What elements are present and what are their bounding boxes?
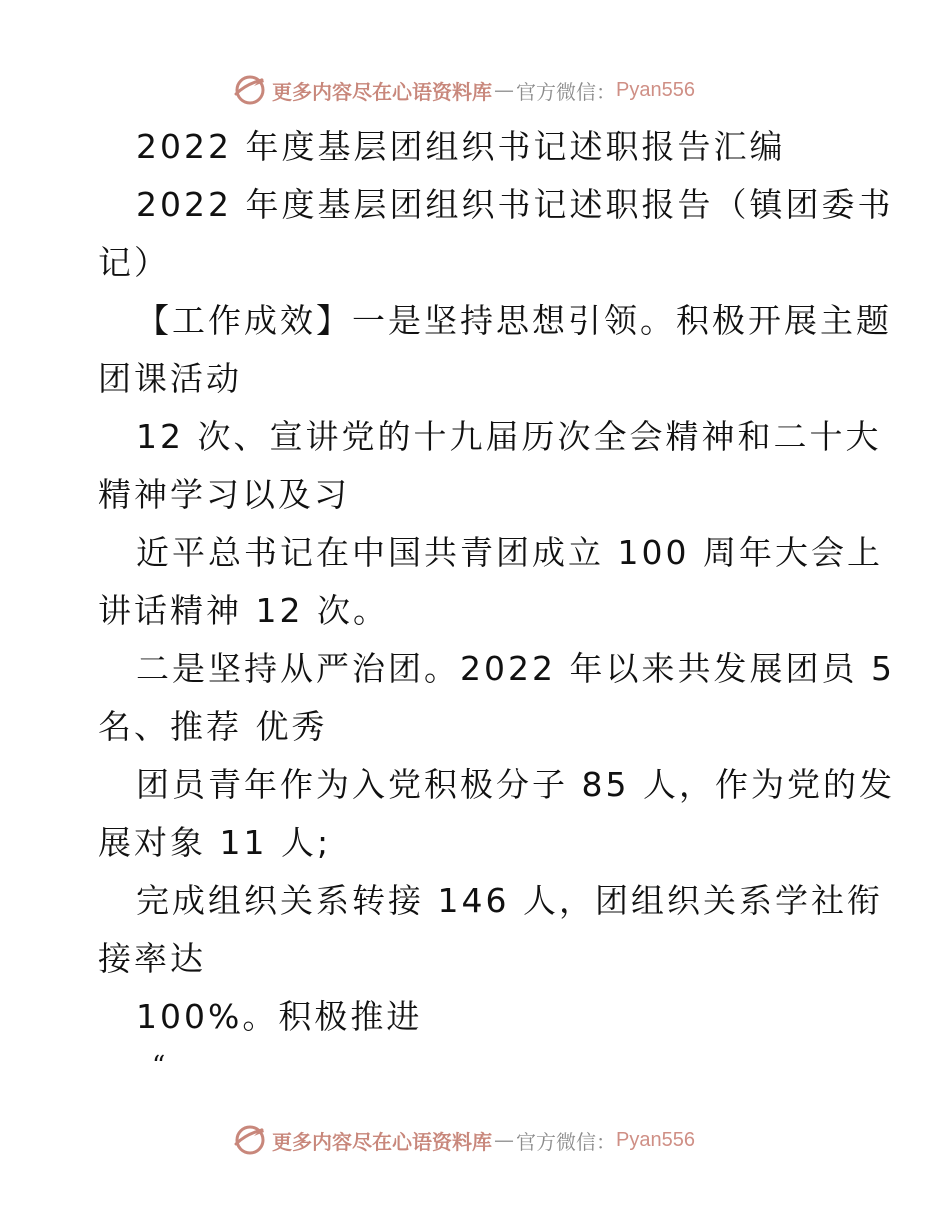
- paragraph-line: 名、推荐 优秀: [98, 707, 328, 746]
- paragraph-line: 完成组织关系转接 146 人，团组织关系学社衔: [136, 881, 883, 920]
- pen-logo-icon: [232, 1122, 268, 1158]
- watermark-main-text: 更多内容尽在心语资料库: [272, 1129, 492, 1154]
- header-watermark: [232, 70, 695, 110]
- paragraph-line: 团员青年作为入党积极分子 85 人，作为党的发: [136, 765, 895, 804]
- document-body: [98, 118, 895, 1086]
- watermark-sub-text: 官方微信：: [516, 79, 616, 104]
- section-title-cont: 记）: [98, 243, 170, 282]
- opening-quote-mark: “: [152, 1051, 166, 1081]
- paragraph-line: 展对象 11 人;: [98, 823, 332, 862]
- paragraph-line: 二是坚持从严治团。2022 年以来共发展团员 5: [136, 649, 895, 688]
- section-title: 2022 年度基层团组织书记述职报告（镇团委书: [136, 185, 894, 224]
- paragraph-line: 接率达: [98, 939, 206, 978]
- paragraph-line: 近平总书记在中国共青团成立 100 周年大会上: [136, 533, 883, 572]
- paragraph-line: 讲话精神 12 次。: [98, 591, 389, 630]
- watermark-id: Pyan556: [616, 1128, 695, 1151]
- watermark-main-text: 更多内容尽在心语资料库: [272, 79, 492, 104]
- paragraph-line: 12 次、宣讲党的十九届历次全会精神和二十大: [136, 417, 882, 456]
- paragraph-line: 100%。积极推进: [136, 997, 423, 1036]
- watermark-id: Pyan556: [616, 78, 695, 101]
- watermark-dash: —: [494, 1128, 514, 1152]
- watermark-dash: —: [494, 78, 514, 102]
- paragraph-line: 精神学习以及习: [98, 475, 350, 514]
- pen-logo-icon: [232, 72, 268, 108]
- footer-watermark: [232, 1120, 695, 1160]
- watermark-sub-text: 官方微信：: [516, 1129, 616, 1154]
- document-title: 2022 年度基层团组织书记述职报告汇编: [136, 127, 786, 166]
- paragraph-line: 【工作成效】一是坚持思想引领。积极开展主题: [136, 301, 892, 340]
- paragraph-line: 团课活动: [98, 359, 242, 398]
